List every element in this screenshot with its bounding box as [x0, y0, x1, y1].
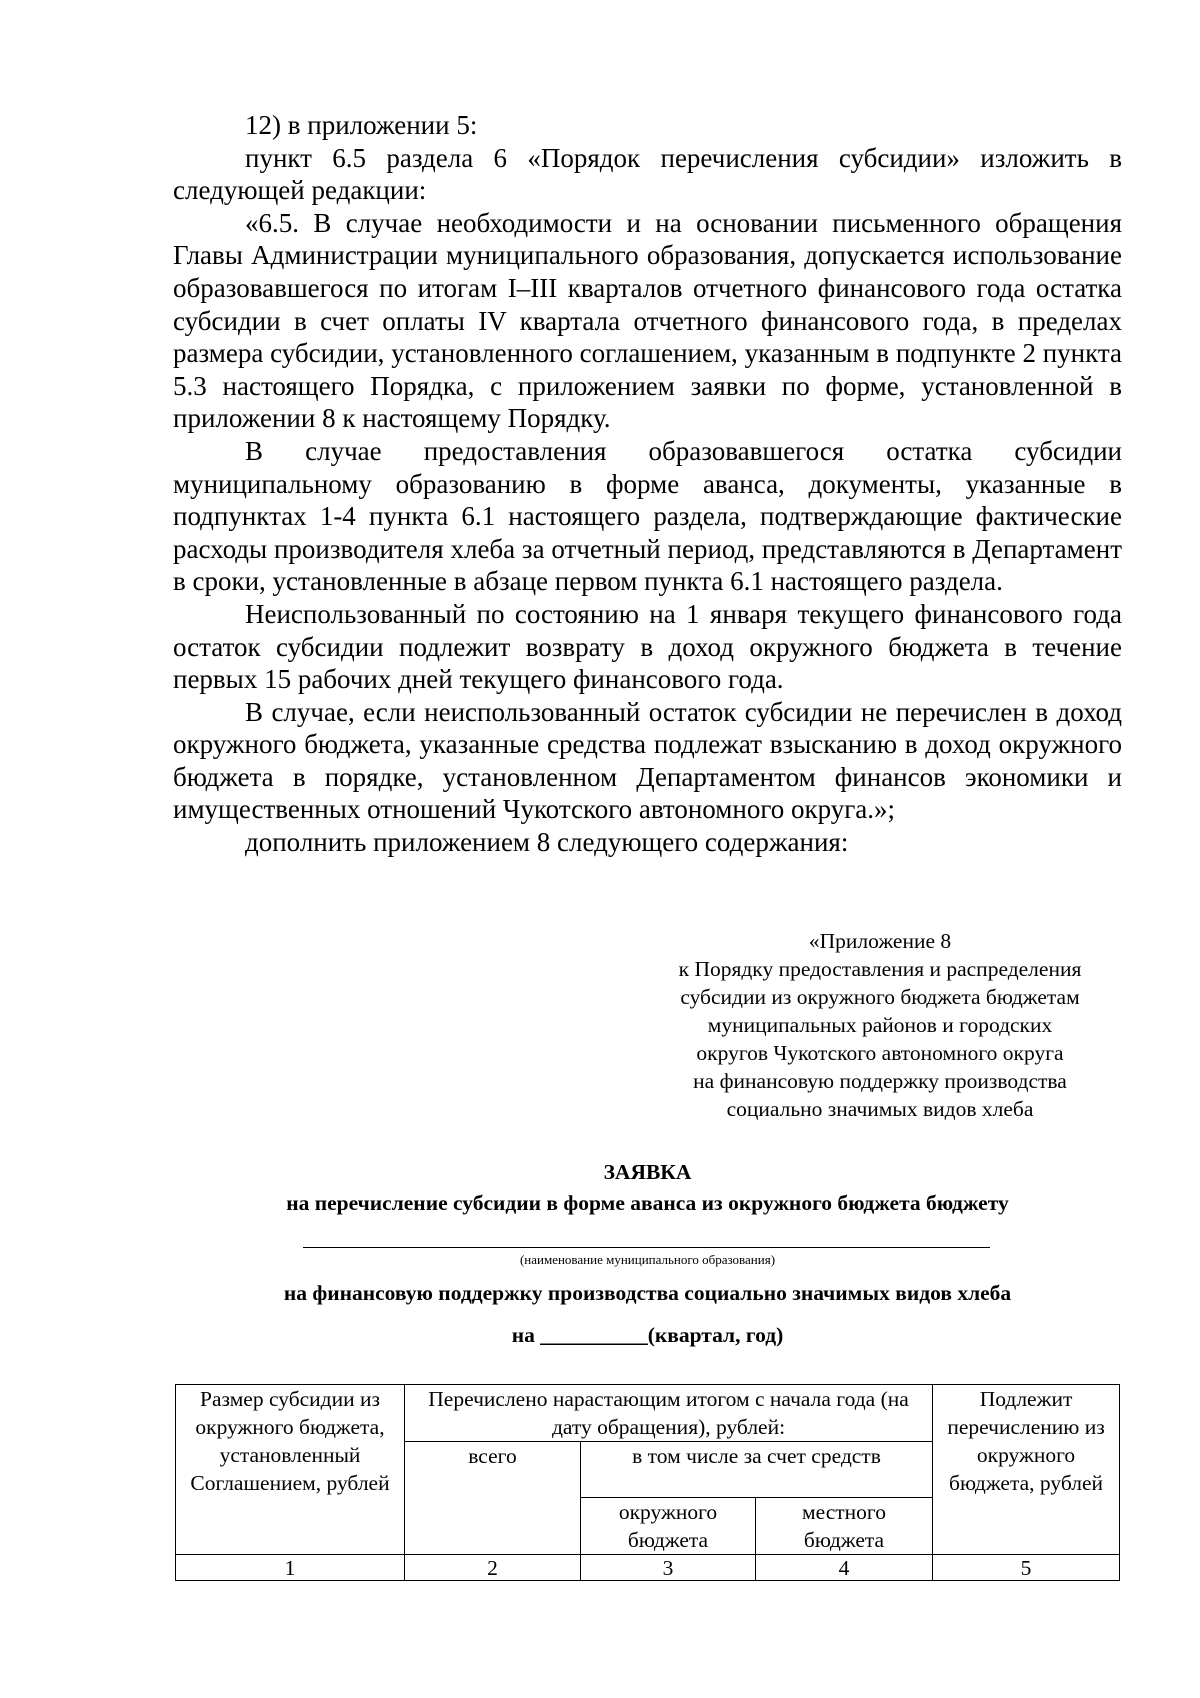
appendix-line: социально значимых видов хлеба	[726, 1097, 1034, 1121]
appendix-line: «Приложение 8	[808, 929, 952, 953]
header-district-budget: окружного бюджета	[581, 1498, 756, 1555]
form-title: ЗАЯВКА	[603, 1160, 692, 1184]
municipality-note: (наименование муниципального образования)	[519, 1252, 776, 1267]
appendix-line: на финансовую поддержку производства	[693, 1069, 1067, 1093]
appendix-header	[620, 927, 1140, 1123]
header-transferred-total: Перечислено нарастающим итогом с начала года (на дату обращения), рублей:	[405, 1385, 933, 1442]
column-number: 1	[176, 1555, 405, 1581]
header-subsidy-size: Размер субсидии из окружного бюджета, установленный Соглашением, рублей	[176, 1385, 405, 1555]
municipality-blank-line	[303, 1247, 990, 1248]
form-purpose: на финансовую поддержку производства социально значимых видов хлеба	[283, 1281, 1012, 1305]
paragraph-advance-case: В случае предоставления образовавшегося остатка субсидии муниципальному образованию в форме аванса, документы, указанные в подпунктах 1-4 пункта 6.1 настоящего раздела, подтверждающие фактические расходы производителя хлеба за отчетный период, представляются в Департамент в сроки, установленные в абзаце первом пункта 6.1 настоящего раздела.	[173, 435, 1122, 597]
header-including: в том числе за счет средств	[581, 1442, 933, 1498]
paragraph-recovery: В случае, если неиспользованный остаток субсидии не перечислен в доход окружного бюджета, указанные средства подлежат взысканию в доход окружного бюджета в порядке, установленном Департаментом финансов экономики и имущественных отношений Чукотского автономного округа.»;	[173, 696, 1122, 825]
form-subtitle: на перечисление субсидии в форме аванса из окружного бюджета бюджету	[286, 1191, 1009, 1215]
paragraph-add-appendix: дополнить приложением 8 следующего содержания:	[245, 827, 849, 858]
appendix-line: субсидии из окружного бюджета бюджетам	[680, 985, 1080, 1009]
form-period: на __________(квартал, год)	[511, 1323, 784, 1347]
column-number: 4	[756, 1555, 933, 1581]
header-local-budget: местного бюджета	[756, 1498, 933, 1555]
column-number: 5	[933, 1555, 1120, 1581]
paragraph-item-12: 12) в приложении 5:	[245, 110, 478, 140]
appendix-line: округов Чукотского автономного округа	[696, 1041, 1064, 1065]
paragraph-clause-6-5: «6.5. В случае необходимости и на основании письменного обращения Главы Администрации муниципального образования, допускается использование образовавшегося по итогам I–III кварталов отчетного финансового года остатка субсидии в счет оплаты IV квартала отчетного финансового года, в пределах размера субсидии, установленного соглашением, указанным в подпункте 2 пункта 5.3 настоящего Порядка, с приложением заявки по форме, установленной в приложении 8 к настоящему Порядку.	[173, 207, 1122, 434]
appendix-line: к Порядку предоставления и распределения	[678, 957, 1082, 981]
paragraph-unused-balance: Неиспользованный по состоянию на 1 января текущего финансового года остаток субсидии подлежит возврату в доход окружного бюджета в течение первых 15 рабочих дней текущего финансового года.	[173, 598, 1122, 695]
header-to-transfer: Подлежит перечислению из окружного бюджета, рублей	[933, 1385, 1120, 1555]
column-number: 3	[581, 1555, 756, 1581]
appendix-line: муниципальных районов и городских	[707, 1013, 1053, 1037]
subsidy-table	[175, 1384, 1120, 1581]
amendment-text	[173, 109, 1122, 859]
column-number: 2	[405, 1555, 581, 1581]
paragraph-clause-6-5-intro: пункт 6.5 раздела 6 «Порядок перечисления субсидии» изложить в следующей редакции:	[173, 142, 1122, 206]
header-total: всего	[405, 1442, 581, 1555]
